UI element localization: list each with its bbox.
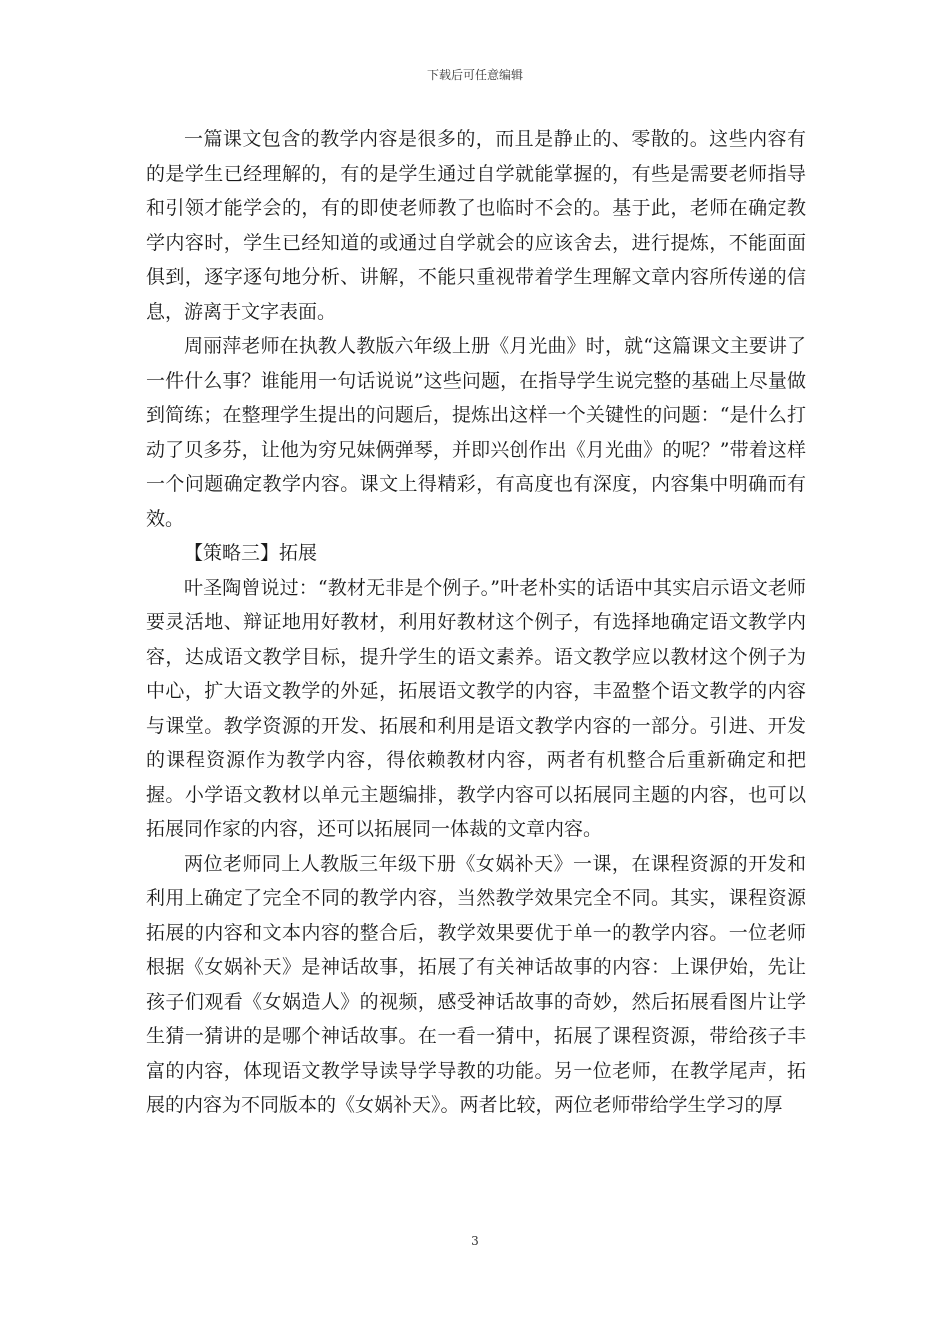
paragraph-1: 一篇课文包含的教学内容是很多的，而且是静止的、零散的。这些内容有的是学生已经理解的，有的是学生通过自学就能掌握的，有些是需要老师指导和引领才能学会的，有的即使老师教了也临时不会的。基于此，老师在确定教学内容时，学生已经知道的或通过自学就会的应该舍去，进行提炼，不能面面俱到，逐字逐句地分析、讲解，不能只重视带着学生理解文章内容所传递的信息，游离于文字表面。 (146, 128, 806, 323)
page-number: 3 (471, 1234, 479, 1248)
paragraph-3: 叶圣陶曾说过：“教材无非是个例子。”叶老朴实的话语中其实启示语文老师要灵活地、辩证地用好教材，利用好教材这个例子，有选择地确定语文教学内容，达成语文教学目标，提升学生的语文素养。语文教学应以教材这个例子为中心，扩大语文教学的外延，拓展语文教学的内容，丰盈整个语文教学的内容与课堂。教学资源的开发、拓展和利用是语文教学内容的一部分。引进、开发的课程资源作为教学内容，得依赖教材内容，两者有机整合后重新确定和把握。小学语文教材以单元主题编排，教学内容可以拓展同主题的内容，也可以拓展同作家的内容，还可以拓展同一体裁的文章内容。 (146, 576, 806, 840)
document-body (146, 122, 806, 1123)
paragraph-2: 周丽萍老师在执教人教版六年级上册《月光曲》时，就“这篇课文主要讲了一件什么事？谁能用一句话说说”这些问题，在指导学生说完整的基础上尽量做到简练；在整理学生提出的问题后，提炼出这样一个关键性的问题：“是什么打动了贝多芬，让他为穷兄妹俩弹琴，并即兴创作出《月光曲》的呢？”带着这样一个问题确定教学内容。课文上得精彩，有高度也有深度，内容集中明确而有效。 (146, 335, 806, 530)
section-heading-strategy-3: 【策略三】拓展 (184, 542, 318, 564)
page-header: 下载后可任意编辑 (426, 68, 523, 82)
paragraph-4: 两位老师同上人教版三年级下册《女娲补天》一课，在课程资源的开发和利用上确定了完全不同的教学内容，当然教学效果完全不同。其实，课程资源拓展的内容和文本内容的整合后，教学效果要优于单一的教学内容。一位老师根据《女娲补天》是神话故事，拓展了有关神话故事的内容：上课伊始，先让孩子们观看《女娲造人》的视频，感受神话故事的奇妙，然后拓展看图片让学生猜一猜讲的是哪个神话故事。在一看一猜中，拓展了课程资源，带给孩子丰富的内容，体现语文教学导读导学导教的功能。另一位老师，在教学尾声，拓展的内容为不同版本的《女娲补天》。两者比较，两位老师带给学生学习的厚 (146, 852, 806, 1116)
